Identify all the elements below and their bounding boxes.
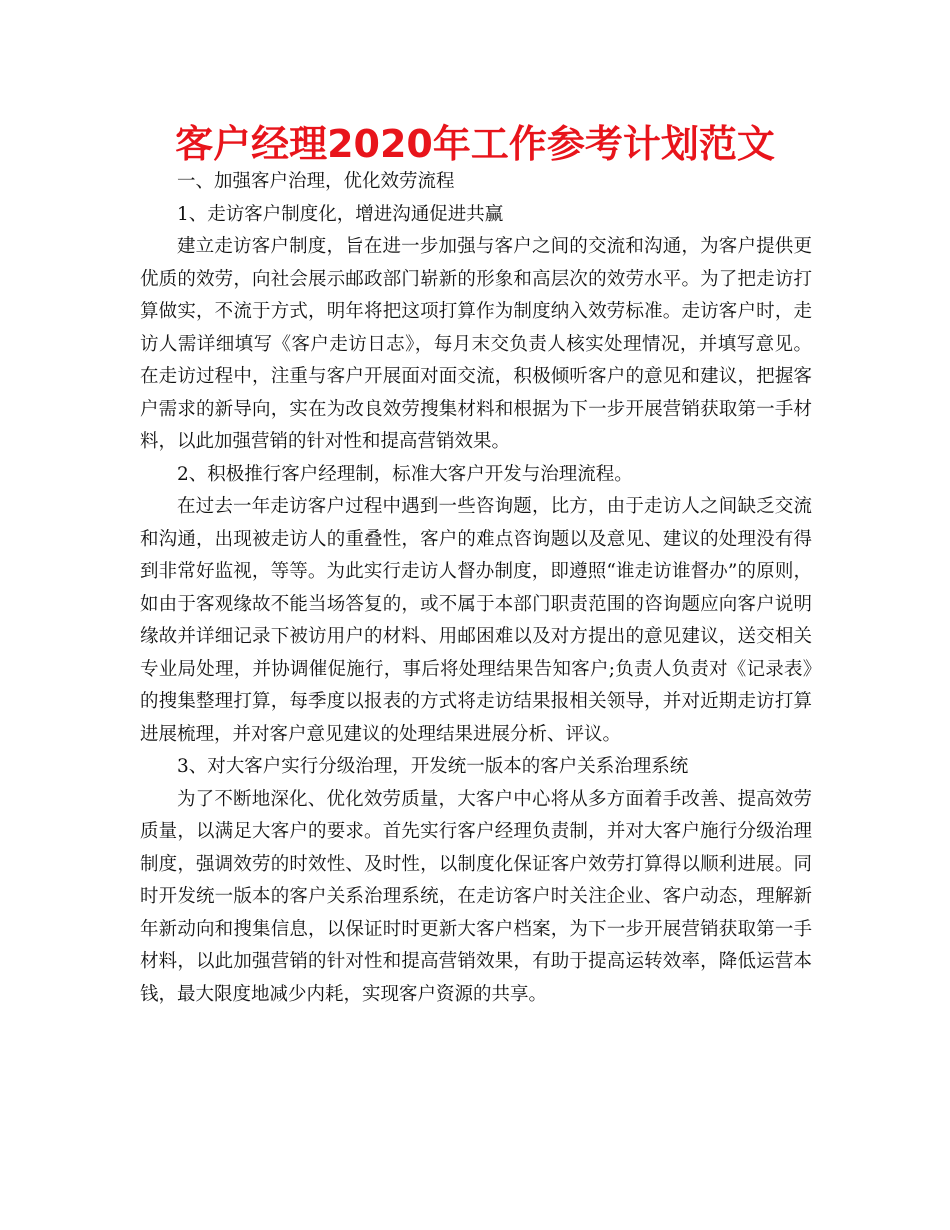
subsection-heading: 2、积极推行客户经理制，标准大客户开发与治理流程。 bbox=[177, 463, 633, 485]
body-paragraph: 建立走访客户制度，旨在进一步加强与客户之间的交流和沟通，为客户提供更优质的效劳，向社会展示邮政部门崭新的形象和高层次的效劳水平。为了把走访打算做实，不流于方式，明年将把这项打算作为制度纳入效劳标准。走访客户时，走访人需详细填写《客户走访日志》，每月末交负责人核实处理情况，并填写意见。在走访过程中，注重与客户开展面对面交流，积极倾听客户的意见和建议，把握客户需求的新导向，实在为改良效劳搜集材料和根据为下一步开展营销获取第一手材料，以此加强营销的针对性和提高营销效果。 bbox=[140, 236, 812, 452]
subsection-heading: 3、对大客户实行分级治理，开发统一版本的客户关系治理系统 bbox=[177, 756, 689, 777]
body-paragraph: 在过去一年走访客户过程中遇到一些咨询题，比方，由于走访人之间缺乏交流和沟通，出现被走访人的重叠性，客户的难点咨询题以及意见、建议的处理没有得到非常好监视，等等。为此实行走访人督办制度，即遵照“谁走访谁督办”的原则，如由于客观缘故不能当场答复的，或不属于本部门职责范围的咨询题应向客户说明缘故并详细记录下被访用户的材料、用邮困难以及对方提出的意见建议，送交相关专业局处理，并协调催促施行，事后将处理结果告知客户;负责人负责对《记录表》的搜集整理打算，每季度以报表的方式将走访结果报相关领导，并对近期走访打算进展梳理，并对客户意见建议的处理结果进展分析、评议。 bbox=[140, 496, 812, 745]
document-body bbox=[140, 166, 812, 1011]
body-paragraph: 为了不断地深化、优化效劳质量，大客户中心将从多方面着手改善、提高效劳质量，以满足大客户的要求。首先实行客户经理负责制，并对大客户施行分级治理制度，强调效劳的时效性、及时性，以制度化保证客户效劳打算得以顺利进展。同时开发统一版本的客户关系治理系统，在走访客户时关注企业、客户动态，理解新年新动向和搜集信息，以保证时时更新大客户档案，为下一步开展营销获取第一手材料，以此加强营销的针对性和提高营销效果，有助于提高运转效率，降低运营本钱，最大限度地减少内耗，实现客户资源的共享。 bbox=[140, 788, 812, 1005]
document-title: 客户经理2020年工作参考计划范文 bbox=[175, 122, 775, 166]
section-heading: 一、加强客户治理，优化效劳流程 bbox=[177, 171, 455, 192]
subsection-heading: 1、走访客户制度化，增进沟通促进共赢 bbox=[177, 203, 504, 225]
